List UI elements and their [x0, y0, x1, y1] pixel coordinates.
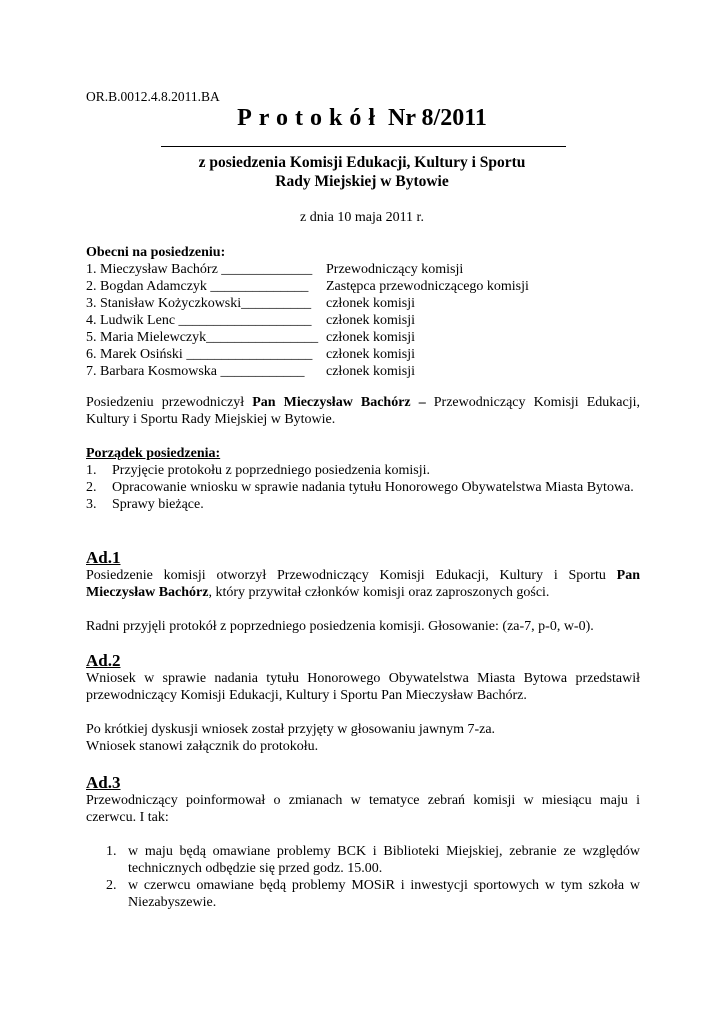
- attendance-row: [86, 363, 640, 380]
- meeting-date: z dnia 10 maja 2011 r.: [300, 210, 424, 225]
- chairman-name: Pan Mieczysław Bachórz –: [252, 395, 426, 410]
- item-text: Przyjęcie protokołu z poprzedniego posiedzenia komisji.: [112, 463, 431, 478]
- item-text: Sprawy bieżące.: [112, 497, 204, 512]
- ad1-paragraph-2: Radni przyjęli protokół z poprzedniego posiedzenia komisji. Głosowanie: (za-7, p-0, w-0).: [86, 619, 594, 634]
- item-text: w czerwcu omawiane będą problemy MOSiR i inwestycji sportowych w tym szkoła w Niezabyszewie.: [128, 878, 640, 910]
- attendance-heading: Obecni na posiedzeniu:: [86, 245, 226, 260]
- document-subtitle: [0, 153, 724, 191]
- ad2-paragraph-3: Wniosek stanowi załącznik do protokołu.: [86, 739, 319, 754]
- member-name: 6. Marek Osiński __________________: [86, 347, 313, 362]
- list-item: [86, 479, 640, 496]
- item-number: 1.: [106, 844, 117, 859]
- attendance-row: [86, 312, 640, 329]
- list-item: [86, 843, 640, 877]
- subtitle-line-1: z posiedzenia Komisji Edukacji, Kultury i Sportu: [198, 154, 526, 171]
- title-number: Nr 8/2011: [387, 105, 487, 131]
- item-number: 2.: [106, 878, 117, 893]
- member-role: członek komisji: [326, 330, 416, 345]
- item-number: 1.: [86, 463, 97, 478]
- member-role: Przewodniczący komisji: [326, 262, 464, 277]
- ad1-text-after: , który przywitał członków komisji oraz zaproszonych gości.: [208, 585, 550, 600]
- ad2-paragraph-1: Wniosek w sprawie nadania tytułu Honorowego Obywatelstwa Miasta Bytowa przedstawił przewodniczący Komisji Edukacji, Kultury i Sportu Pan Mieczysław Bachórz.: [86, 671, 640, 703]
- title-word: Protokół: [237, 105, 382, 131]
- ad2-paragraph-2: Po krótkiej dyskusji wniosek został przyjęty w głosowaniu jawnym 7-za.: [86, 722, 496, 737]
- member-name: 5. Maria Mielewczyk________________: [86, 330, 319, 345]
- document-reference: OR.B.0012.4.8.2011.BA: [86, 89, 220, 104]
- ad1-heading: Ad.1: [86, 548, 121, 567]
- ad1-chairman-name: Pan Mieczysław Bachórz: [86, 568, 640, 600]
- attendance-row: [86, 346, 640, 363]
- list-item: [86, 877, 640, 911]
- member-role: członek komisji: [326, 347, 416, 362]
- intro-paragraph: [86, 394, 640, 428]
- ad1-text-before: Posiedzenie komisji otworzył Przewodniczący Komisji Edukacji, Kultury i Sportu: [86, 568, 617, 583]
- attendance-row: [86, 261, 640, 278]
- member-role: członek komisji: [326, 313, 416, 328]
- item-text: w maju będą omawiane problemy BCK i Biblioteki Miejskiej, zebranie ze względów technicznych odbędzie się przed godz. 15.00.: [128, 844, 640, 876]
- ad3-paragraph-1: Przewodniczący poinformował o zmianach w tematyce zebrań komisji w miesiącu maju i czerwcu. I tak:: [86, 793, 640, 825]
- attendance-section: [86, 244, 640, 380]
- member-name: 1. Mieczysław Bachórz _____________: [86, 262, 313, 277]
- member-role: członek komisji: [326, 364, 416, 379]
- intro-text-after: Przewodniczący Komisji Edukacji, Kultury i Sportu Rady Miejskiej w Bytowie.: [86, 395, 641, 427]
- member-name: 3. Stanisław Kożyczkowski__________: [86, 296, 312, 311]
- attendance-row: [86, 329, 640, 346]
- ad2-heading: Ad.2: [86, 651, 121, 670]
- ad2-section: [86, 651, 640, 755]
- ad3-heading: Ad.3: [86, 773, 121, 792]
- attendance-row: [86, 278, 640, 295]
- intro-text-before: Posiedzeniu przewodniczył: [86, 395, 253, 410]
- member-name: 2. Bogdan Adamczyk ______________: [86, 279, 309, 294]
- member-name: 7. Barbara Kosmowska ____________: [86, 364, 305, 379]
- attendance-row: [86, 295, 640, 312]
- ad1-section: [86, 548, 640, 635]
- ad1-paragraph-1: [86, 567, 640, 601]
- ad3-list: [86, 843, 640, 911]
- subtitle-line-2: Rady Miejskiej w Bytowie: [275, 173, 449, 190]
- list-item: [86, 462, 640, 479]
- agenda-section: [86, 445, 640, 513]
- member-name: 4. Ludwik Lenc ___________________: [86, 313, 312, 328]
- document-title: [0, 102, 724, 134]
- member-role: członek komisji: [326, 296, 416, 311]
- ad3-section: [86, 773, 640, 911]
- list-item: [86, 496, 640, 513]
- title-underline: [161, 146, 566, 147]
- agenda-list: [86, 462, 640, 513]
- item-text: Opracowanie wniosku w sprawie nadania tytułu Honorowego Obywatelstwa Miasta Bytowa.: [112, 480, 634, 495]
- item-number: 2.: [86, 480, 97, 495]
- agenda-heading: Porządek posiedzenia:: [86, 446, 221, 461]
- item-number: 3.: [86, 497, 97, 512]
- member-role: Zastępca przewodniczącego komisji: [326, 279, 529, 294]
